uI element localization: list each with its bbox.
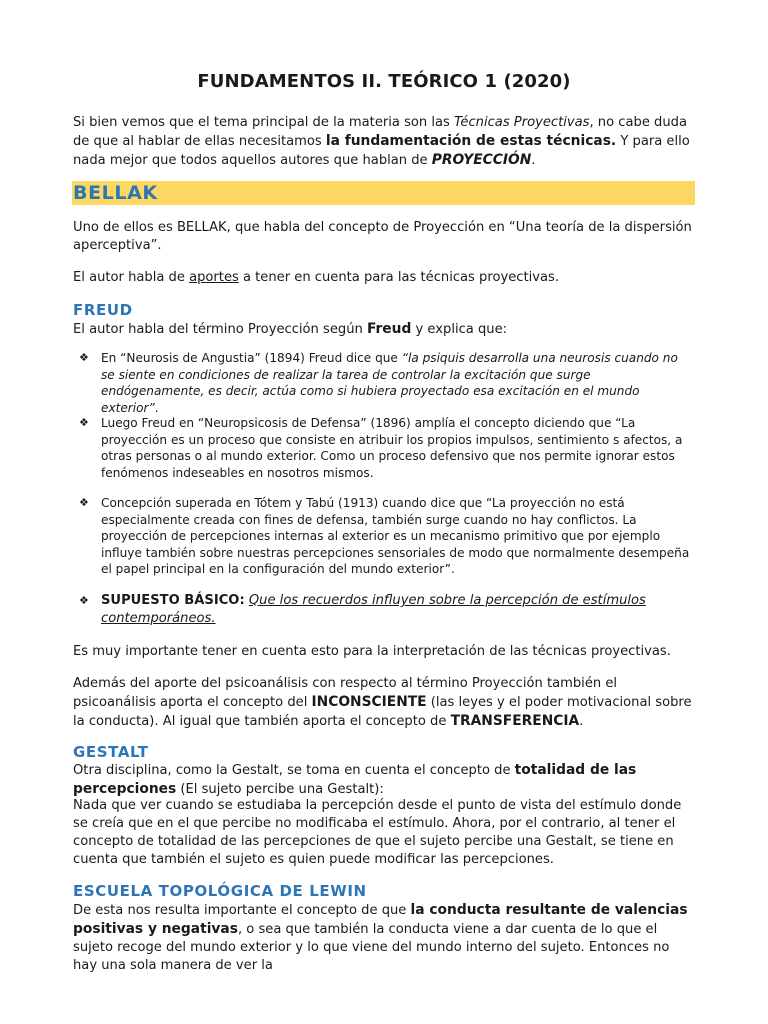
- lewin-valencias: la conducta resultante de valencias positivas y negativas: [73, 902, 688, 937]
- psico-inconsciente: INCONSCIENTE: [311, 694, 427, 710]
- bellak-paragraph-2: [73, 269, 695, 287]
- intro-paragraph: [73, 114, 695, 170]
- freud-intro-b: Freud: [366, 321, 412, 337]
- freud-intro-c: y explica que:: [411, 322, 508, 337]
- importante-paragraph: Es muy importante tener en cuenta esto para la interpretación de las técnicas proyectivas.: [73, 644, 671, 659]
- bellak-p2-c: a tener en cuenta para las técnicas proyectivas.: [238, 270, 559, 285]
- bellak-p2-a: El autor habla de: [73, 270, 190, 285]
- freud-bullet-2-text: Luego Freud en “Neuropsicosis de Defensa” (1896) amplía el concepto diciendo que “La proyección es un proceso que consiste en atribuir los propios impulsos, sentimiento s afectos, a otras personas o al mundo exterior. Como un proceso defensivo que nos permite ignorar estos fenómenos indeseables en nosotros mismos.: [101, 416, 683, 480]
- bellak-p2-aportes: aportes: [189, 270, 239, 285]
- freud-b1-a: En “Neurosis de Angustia” (1894) Freud dice que: [101, 351, 402, 365]
- gestalt-paragraph-2: Nada que ver cuando se estudiaba la percepción desde el punto de vista del estímulo donde se creía que en el que percibe no modificaba el estímulo. Ahora, por el contrario, al tener el concepto de totalidad de las percepciones de que el sujeto percibe una Gestalt, se tiene en cuenta que también el sujeto es quien puede modificar las percepciones.: [73, 798, 682, 867]
- intro-text-4: la fundamentación de estas técnicas.: [325, 133, 617, 149]
- freud-intro-a: El autor habla del término Proyección según: [73, 322, 367, 337]
- freud-heading: FREUD: [73, 301, 133, 319]
- intro-text-6: PROYECCIÓN: [431, 152, 532, 168]
- intro-text-1: Si bien vemos que el tema principal de la materia son las: [73, 115, 455, 130]
- intro-text-3: , no cabe duda de que al hablar de ellas necesitamos: [73, 115, 687, 149]
- gestalt-paragraph-1: [73, 761, 695, 799]
- diamond-dots-icon: ❖: [79, 351, 89, 364]
- psico-e: .: [579, 714, 584, 729]
- lewin-a: De esta nos resulta importante el concepto de que: [73, 903, 411, 918]
- freud-intro: [73, 320, 695, 339]
- diamond-dots-icon: ❖: [79, 416, 89, 429]
- document-title: FUNDAMENTOS II. TEÓRICO 1 (2020): [197, 71, 571, 92]
- supuesto-text: [101, 592, 695, 628]
- diamond-dots-icon: ❖: [79, 594, 89, 607]
- gestalt-a: Otra disciplina, como la Gestalt, se toma en cuenta el concepto de: [73, 763, 515, 778]
- intro-text-2: Técnicas Proyectivas: [454, 115, 590, 130]
- psico-a: Además del aporte del psicoanálisis con respecto al término Proyección también el psicoanálisis aporta el concepto del: [73, 676, 618, 710]
- gestalt-heading: GESTALT: [73, 743, 149, 761]
- diamond-dots-icon: ❖: [79, 496, 89, 509]
- intro-text-5: Y para ello nada mejor que todos aquellos autores que hablan de: [73, 134, 690, 168]
- freud-b1-quote: “la psiquis desarrolla una neurosis cuando no se siente en condiciones de realizar la tarea de controlar la excitación que surge endógenamente, es decir, actúa como si hubiera proyectado esa excitación en el mundo exterior”: [101, 351, 678, 415]
- supuesto-statement: Que los recuerdos influyen sobre la percepción de estímulos contemporáneos.: [101, 593, 646, 626]
- bellak-paragraph-1: Uno de ellos es BELLAK, que habla del concepto de Proyección en “Una teoría de la dispersión aperceptiva”.: [73, 220, 692, 253]
- psicoanalisis-paragraph: [73, 675, 695, 731]
- gestalt-c: (El sujeto percibe una Gestalt):: [176, 782, 384, 797]
- lewin-heading: ESCUELA TOPOLÓGICA DE LEWIN: [73, 882, 367, 900]
- intro-text-7: .: [531, 153, 536, 168]
- psico-c: (las leyes y el poder motivacional sobre la conducta). Al igual que también aporta el concepto de: [73, 695, 692, 729]
- lewin-paragraph: [73, 901, 695, 975]
- bellak-heading: BELLAK: [72, 181, 695, 205]
- freud-bullet-3-text: Concepción superada en Tótem y Tabú (1913) cuando dice que “La proyección no está especialmente creada con fines de defensa, también surge cuando no hay conflictos. La proyección de percepciones internas al exterior es un mecanismo primitivo que por ejemplo influye también sobre nuestras percepciones sensoriales de modo que normalmente desempeña el papel principal en la configuración del mundo exterior”.: [101, 496, 690, 576]
- psico-transferencia: TRANSFERENCIA: [450, 713, 580, 729]
- freud-bullet-1-text: [101, 350, 695, 416]
- freud-b1-c: .: [154, 400, 159, 415]
- lewin-c: , o sea que también la conducta viene a dar cuenta de lo que el sujeto recoge del mundo exterior y lo que viene del mundo interno del sujeto. Entonces no hay una sola manera de ver la: [73, 922, 670, 973]
- gestalt-totalidad: totalidad de las percepciones: [73, 762, 637, 797]
- supuesto-label: SUPUESTO BÁSICO:: [101, 593, 245, 608]
